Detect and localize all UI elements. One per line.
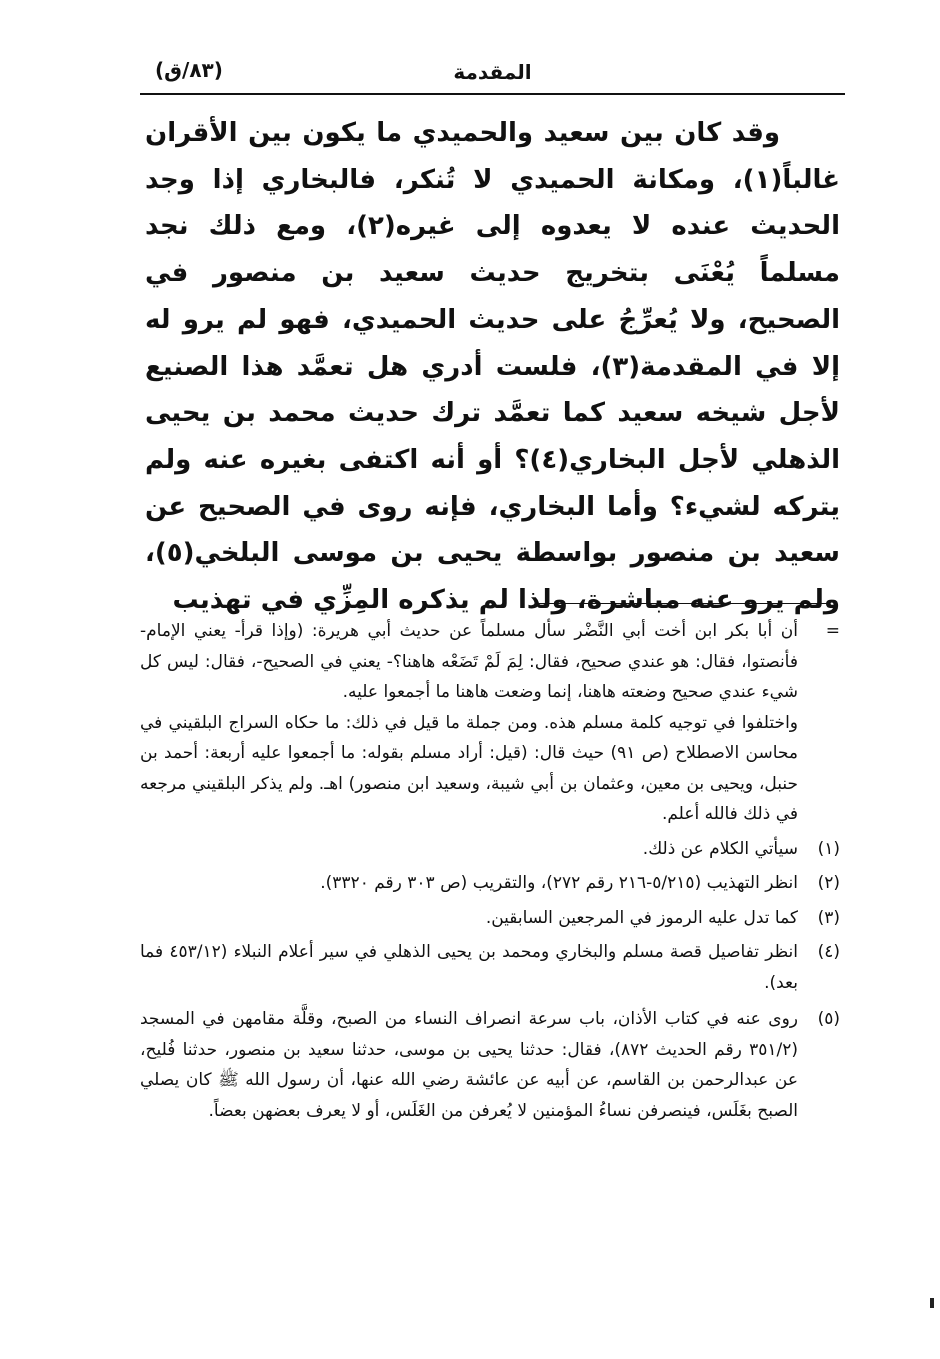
footnote-text: كما تدل عليه الرموز في المرجعين السابقين.: [485, 907, 798, 928]
main-text: [145, 110, 840, 624]
footnote-number: (٤): [817, 942, 840, 962]
footnotes: [140, 616, 840, 1126]
footnote-2: [140, 868, 840, 899]
footnote-3: [140, 903, 840, 934]
running-header: [145, 52, 840, 92]
header-divider: [140, 93, 845, 95]
footnote-text: سيأتي الكلام عن ذلك.: [642, 838, 798, 859]
footnote-number: (١): [817, 838, 840, 859]
continuation-text: [140, 616, 798, 830]
page-marker: (٨٣/ق): [155, 58, 223, 82]
footnote-number: (٢): [817, 873, 840, 893]
footnote-text: انظر تفاصيل قصة مسلم والبخاري ومحمد بن يحيى الذهلي في سير أعلام النبلاء (٤٥٣/١٢ فما بعد).: [140, 942, 798, 993]
footnote-number: (٣): [817, 907, 840, 928]
continuation-paragraph-1: أن أبا بكر ابن أخت أبي النَّضْر سأل مسلماً عن حديث أبي هريرة: (وإذا قرأ- يعني الإمام- فأنصتوا، فقال: هو عندي صحيح، فقال: لِمَ لَمْ تَضَعْه هاهنا؟- يعني في الصحيح-، فقال: ليس كل شيء عندي صحيح وضعته هاهنا، إنما وضعت هاهنا ما أجمعوا عليه.: [140, 621, 798, 702]
footnote-1: [140, 834, 840, 865]
continuation-mark: =: [825, 621, 840, 641]
footnote-5: [140, 1004, 840, 1126]
running-header-title: المقدمة: [453, 60, 532, 84]
continuation-paragraph-2: واختلفوا في توجيه كلمة مسلم هذه. ومن جملة ما قيل في ذلك: ما حكاه السراج البلقيني في محاسن الاصطلاح (ص ٩١) حيث قال: (قيل: أراد مسلم بقوله: ما أجمعوا عليه أربعة: أحمد بن حنبل، ويحيى بن معين، وعثمان بن أبي شيبة، وسعيد ابن منصور) اهـ. ولم يذكر البلقيني مرجعه في ذلك فالله أعلم.: [140, 712, 798, 824]
footnote-4: [140, 937, 840, 998]
footnote-text: روى عنه في كتاب الأذان، باب سرعة انصراف النساء من الصبح، وقلَّة مقامهن في المسجد (٣٥١/٢ رقم الحديث ٨٧٢)، فقال: حدثنا يحيى بن موسى، حدثنا سعيد بن منصور، حدثنا فُليح، عن عبدالرحمن بن القاسم، عن أبيه عن عائشة رضي الله عنها، أن رسول الله ﷺ كان يصلي الصبح بغَلَس، فينصرفن نساءُ المؤمنين لا يُعرفن من الغَلَس، أو لا يعرف بعضهن بعضاً.: [140, 1009, 798, 1121]
scan-edge-mark: [930, 1298, 934, 1308]
footnote-continuation: [140, 616, 840, 830]
footnote-number: (٥): [817, 1009, 840, 1029]
main-paragraph: وقد كان بين سعيد والحميدي ما يكون بين الأقران غالباً(١)، ومكانة الحميدي لا تُنكر، فالبخاري إذا وجد الحديث عنده لا يعدوه إلى غيره(٢)، ومع ذلك نجد مسلماً يُعْنَى بتخريج حديث سعيد بن منصور في الصحيح، ولا يُعرِّجُ على حديث الحميدي، فهو لم يرو له إلا في المقدمة(٣)، فلست أدري هل تعمَّد هذا الصنيع لأجل شيخه سعيد كما تعمَّد ترك حديث محمد بن يحيى الذهلي لأجل البخاري(٤)؟ أو أنه اكتفى بغيره عنه ولم يتركه لشيء؟ وأما البخاري، فإنه روى في الصحيح عن سعيد بن منصور بواسطة يحيى بن موسى البلخي(٥)، ولم يرو عنه مباشرة، ولذا لم يذكره المِزِّي في تهذيب: [145, 118, 840, 616]
footnote-text: انظر التهذيب (٥/٢١٥-٢١٦ رقم ٢٧٢)، والتقريب (ص ٣٠٣ رقم ٣٣٢٠).: [320, 873, 798, 893]
footnote-divider: [535, 603, 830, 604]
